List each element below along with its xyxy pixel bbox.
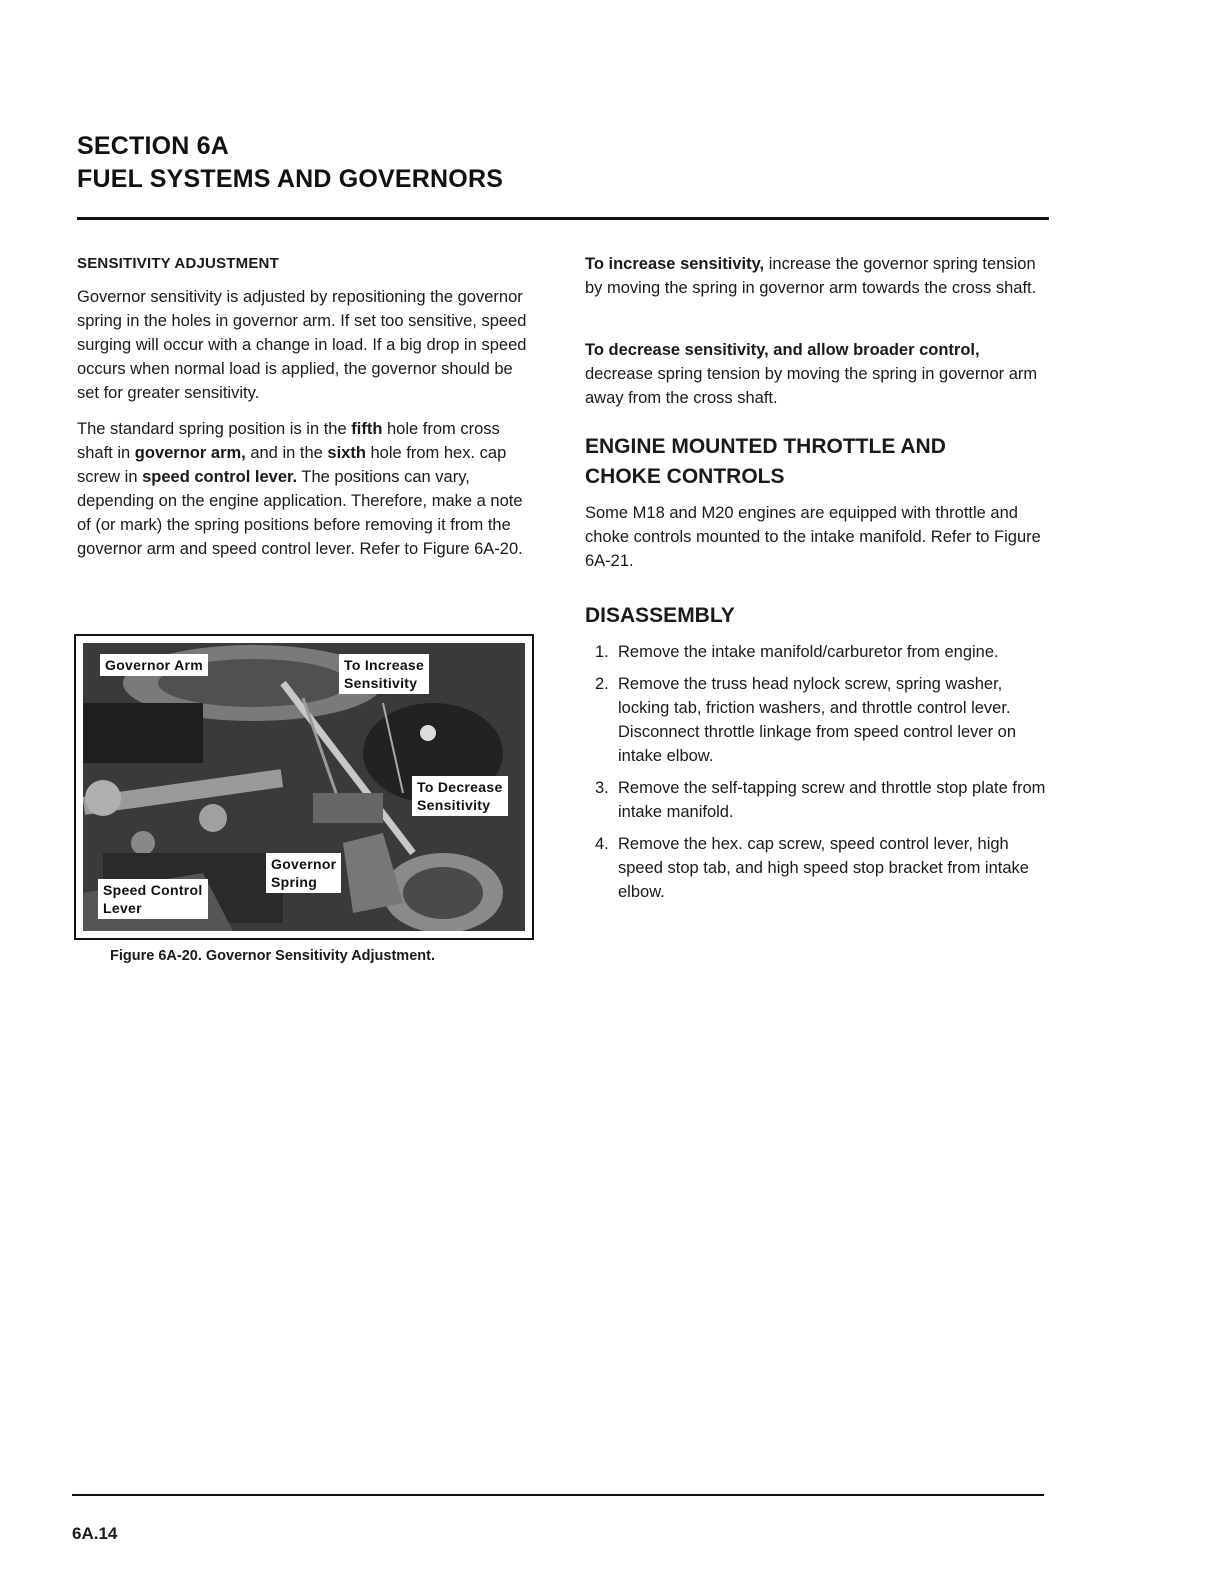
governor-figure — [74, 634, 534, 940]
step-number: 2. — [595, 675, 609, 693]
text-run: The standard spring position is in the — [77, 420, 352, 438]
step-text: Remove the hex. cap screw, speed control lever, high speed stop tab, and high speed stop bracket from intake elbow. — [618, 835, 1029, 901]
callout-text: Spring — [271, 874, 318, 890]
callout-text: Speed Control — [103, 882, 203, 898]
step-number: 3. — [595, 779, 609, 797]
heading-line: ENGINE MOUNTED THROTTLE AND — [585, 435, 946, 458]
callout-to-decrease — [412, 776, 508, 816]
callout-text: Governor Arm — [105, 657, 203, 673]
callout-text: Lever — [103, 900, 142, 916]
callout-text: Governor — [271, 856, 337, 872]
section-number: SECTION 6A — [77, 132, 230, 160]
bold-run: fifth — [351, 420, 383, 438]
sensitivity-paragraph: Governor sensitivity is adjusted by repositioning the governor spring in the holes in governor arm. If set too sensitive, speed surging will occur with a change in load. If a big drop in speed occurs when normal load is applied, the governor should be set for greater sensitivity. — [77, 288, 527, 402]
bold-run: governor arm, — [134, 444, 246, 462]
callout-text: To Increase — [344, 657, 425, 673]
list-item — [585, 672, 1047, 768]
throttle-heading — [585, 432, 1047, 492]
step-text: Remove the truss head nylock screw, spring washer, locking tab, friction washers, and throttle control lever. Disconnect throttle linkage from speed control lever on intake elbow. — [618, 675, 1017, 765]
sensitivity-subheading: SENSITIVITY ADJUSTMENT — [77, 255, 279, 272]
right-column — [585, 252, 1047, 912]
list-item — [585, 776, 1047, 824]
spring-position-paragraph — [77, 417, 539, 561]
throttle-paragraph: Some M18 and M20 engines are equipped with throttle and choke controls mounted to the intake manifold. Refer to Figure 6A-21. — [585, 504, 1041, 570]
callout-text: Sensitivity — [417, 797, 491, 813]
callout-text: Sensitivity — [344, 675, 418, 691]
list-item — [585, 640, 1047, 664]
bold-run: speed control lever. — [142, 468, 298, 486]
text-run: hole from hex. cap screw in — [77, 444, 507, 486]
text-run: increase the governor spring tension by moving the spring in governor arm towards the cross shaft. — [585, 255, 1037, 297]
bold-run: To decrease sensitivity, and allow broader control, — [585, 341, 980, 359]
text-run: and in the — [245, 444, 328, 462]
callout-to-increase — [339, 654, 429, 694]
step-number: 4. — [595, 835, 609, 853]
step-text: Remove the intake manifold/carburetor from engine. — [618, 643, 999, 661]
heading-line: CHOKE CONTROLS — [585, 465, 785, 488]
text-run: decrease spring tension by moving the spring in governor arm away from the cross shaft. — [585, 365, 1038, 407]
bold-run: sixth — [327, 444, 366, 462]
bold-run: To increase sensitivity, — [585, 255, 765, 273]
left-column — [77, 252, 539, 573]
footer-rule — [72, 1494, 1044, 1496]
text-run: The positions can vary, depending on the engine application. Therefore, make a note of (or mark) the spring positions before removing it from the governor arm and speed control lever. Refer to Figure 6A-20. — [77, 468, 523, 558]
section-title: FUEL SYSTEMS AND GOVERNORS — [77, 165, 504, 193]
text-run: hole from cross shaft in — [77, 420, 500, 462]
header-rule — [77, 217, 1049, 220]
disassembly-steps — [585, 640, 1047, 904]
step-text: Remove the self-tapping screw and throttle stop plate from intake manifold. — [618, 779, 1046, 821]
increase-paragraph — [585, 252, 1047, 300]
decrease-paragraph — [585, 338, 1047, 410]
page-number: 6A.14 — [72, 1524, 118, 1543]
section-header — [77, 130, 503, 196]
callout-text: To Decrease — [417, 779, 503, 795]
step-number: 1. — [595, 643, 609, 661]
figure-caption: Figure 6A-20. Governor Sensitivity Adjustment. — [110, 948, 435, 964]
callout-governor-arm — [100, 654, 208, 676]
list-item — [585, 832, 1047, 904]
disassembly-heading: DISASSEMBLY — [585, 604, 735, 627]
callout-speed-control-lever — [98, 879, 208, 919]
callout-governor-spring — [266, 853, 341, 893]
